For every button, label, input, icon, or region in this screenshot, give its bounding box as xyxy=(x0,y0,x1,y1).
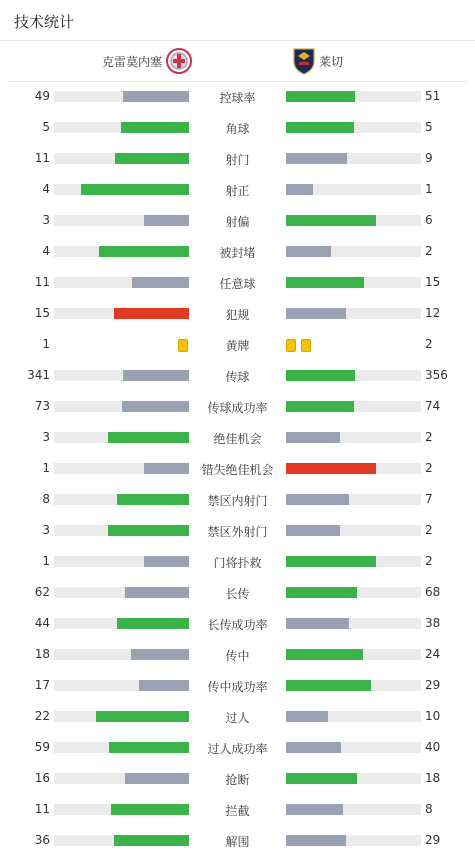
home-bar-fill xyxy=(122,401,189,412)
stat-label: 射正 xyxy=(225,184,250,198)
away-bar-track xyxy=(286,308,421,319)
away-bar-fill xyxy=(286,246,331,257)
home-bar-track xyxy=(54,680,189,691)
home-bar-track xyxy=(54,184,189,195)
home-value: 15 xyxy=(34,306,50,320)
home-bar-track xyxy=(54,773,189,784)
home-value: 18 xyxy=(34,647,50,661)
stat-label: 错失绝佳机会 xyxy=(201,463,274,477)
title-bar xyxy=(0,0,475,41)
stat-row xyxy=(0,826,475,857)
away-bar-fill xyxy=(286,308,346,319)
away-bar-fill xyxy=(286,835,346,846)
away-bar-fill xyxy=(286,649,363,660)
home-bar-fill xyxy=(139,680,189,691)
stat-label: 绝佳机会 xyxy=(213,432,262,446)
home-value: 11 xyxy=(34,151,50,165)
stat-label: 抢断 xyxy=(225,773,250,787)
home-value: 59 xyxy=(34,740,50,754)
home-bar-track xyxy=(54,804,189,815)
home-bar-track xyxy=(54,711,189,722)
away-bar-fill xyxy=(286,773,357,784)
away-bar-fill xyxy=(286,556,376,567)
away-value: 38 xyxy=(425,616,441,630)
stat-row xyxy=(0,702,475,733)
stat-row xyxy=(0,144,475,175)
away-bar-track xyxy=(286,773,421,784)
home-value: 3 xyxy=(42,430,50,444)
home-bar-fill xyxy=(108,525,189,536)
home-bar-track xyxy=(54,277,189,288)
stat-row xyxy=(0,392,475,423)
home-value: 17 xyxy=(34,678,50,692)
stat-label: 解围 xyxy=(225,835,250,849)
stat-label: 过人 xyxy=(225,711,250,725)
away-bar-track xyxy=(286,525,421,536)
stat-row xyxy=(0,516,475,547)
away-value: 8 xyxy=(425,802,433,816)
away-bar-fill xyxy=(286,618,349,629)
home-bar-fill xyxy=(115,153,189,164)
page-title: 技术统计 xyxy=(14,13,75,31)
away-bar-track xyxy=(286,804,421,815)
stat-label: 射偏 xyxy=(225,215,250,229)
away-bar-track xyxy=(286,742,421,753)
stat-row xyxy=(0,113,475,144)
away-bar-track xyxy=(286,184,421,195)
away-bar-fill xyxy=(286,153,347,164)
away-value: 2 xyxy=(425,554,433,568)
stat-row xyxy=(0,299,475,330)
stat-label: 控球率 xyxy=(219,91,256,105)
away-bar-track xyxy=(286,711,421,722)
stat-label: 传球 xyxy=(225,370,250,384)
home-bar-track xyxy=(54,153,189,164)
away-bar-fill xyxy=(286,742,341,753)
away-value: 2 xyxy=(425,461,433,475)
home-value: 341 xyxy=(27,368,50,382)
away-value: 18 xyxy=(425,771,441,785)
stat-row xyxy=(0,175,475,206)
home-bar-track xyxy=(54,742,189,753)
home-value: 1 xyxy=(42,554,50,568)
stat-label: 过人成功率 xyxy=(207,742,268,756)
away-bar-track xyxy=(286,649,421,660)
stat-label: 角球 xyxy=(225,122,250,136)
away-bar-fill xyxy=(286,711,328,722)
stat-label: 传中成功率 xyxy=(207,680,268,694)
home-value: 4 xyxy=(42,244,50,258)
away-bar-fill xyxy=(286,184,313,195)
away-value: 68 xyxy=(425,585,441,599)
home-bar-fill xyxy=(117,494,189,505)
stat-row xyxy=(0,764,475,795)
home-bar-fill xyxy=(123,370,189,381)
home-value: 3 xyxy=(42,523,50,537)
away-bar-fill xyxy=(286,587,357,598)
home-bar-track xyxy=(54,556,189,567)
away-bar-fill xyxy=(286,370,355,381)
yellow-card-icon xyxy=(178,339,188,352)
home-team-name[interactable]: 克雷莫内塞 xyxy=(102,55,163,69)
stat-row xyxy=(0,330,475,361)
away-value: 51 xyxy=(425,89,441,103)
away-bar-track xyxy=(286,556,421,567)
stat-label: 长传 xyxy=(225,587,250,601)
away-value: 356 xyxy=(425,368,448,382)
home-value: 5 xyxy=(42,120,50,134)
home-value: 62 xyxy=(34,585,50,599)
away-bar-track xyxy=(286,494,421,505)
home-value: 11 xyxy=(34,802,50,816)
home-value: 8 xyxy=(42,492,50,506)
away-bar-track xyxy=(286,277,421,288)
away-bar-track xyxy=(286,587,421,598)
home-bar-fill xyxy=(131,649,189,660)
stat-row xyxy=(0,640,475,671)
stat-label: 禁区内射门 xyxy=(207,494,268,508)
away-bar-track xyxy=(286,401,421,412)
home-value: 44 xyxy=(34,616,50,630)
stat-row xyxy=(0,268,475,299)
home-bar-track xyxy=(54,122,189,133)
home-bar-fill xyxy=(114,835,189,846)
stat-row xyxy=(0,454,475,485)
away-value: 2 xyxy=(425,523,433,537)
away-bar-fill xyxy=(286,463,376,474)
home-bar-fill xyxy=(144,463,189,474)
home-bar-track xyxy=(54,835,189,846)
stat-label: 被封堵 xyxy=(219,246,256,260)
stat-row xyxy=(0,609,475,640)
home-bar-track xyxy=(54,215,189,226)
away-value: 2 xyxy=(425,430,433,444)
home-bar-track xyxy=(54,432,189,443)
away-bar-track xyxy=(286,91,421,102)
home-value: 36 xyxy=(34,833,50,847)
home-value: 1 xyxy=(42,337,50,351)
stat-label: 传球成功率 xyxy=(207,401,268,415)
away-value: 6 xyxy=(425,213,433,227)
away-value: 1 xyxy=(425,182,433,196)
away-bar-track xyxy=(286,618,421,629)
away-value: 15 xyxy=(425,275,441,289)
away-value: 12 xyxy=(425,306,441,320)
home-value: 16 xyxy=(34,771,50,785)
home-bar-fill xyxy=(144,215,189,226)
stat-label: 任意球 xyxy=(219,277,256,291)
home-bar-fill xyxy=(111,804,189,815)
away-value: 2 xyxy=(425,337,433,351)
away-bar-track xyxy=(286,153,421,164)
away-value: 2 xyxy=(425,244,433,258)
away-bar-fill xyxy=(286,432,340,443)
away-bar-fill xyxy=(286,122,354,133)
away-bar-fill xyxy=(286,525,340,536)
home-team-logo-icon[interactable] xyxy=(165,47,193,75)
home-value: 1 xyxy=(42,461,50,475)
stat-row xyxy=(0,733,475,764)
home-bar-track xyxy=(54,587,189,598)
stat-label: 黄牌 xyxy=(225,339,250,353)
home-value: 49 xyxy=(34,89,50,103)
home-bar-track xyxy=(54,618,189,629)
away-bar-track xyxy=(286,370,421,381)
away-value: 40 xyxy=(425,740,441,754)
home-bar-fill xyxy=(121,122,189,133)
away-bar-track xyxy=(286,835,421,846)
home-bar-track xyxy=(54,308,189,319)
home-bar-track xyxy=(54,649,189,660)
stat-label: 门将扑救 xyxy=(213,556,262,570)
home-bar-track xyxy=(54,91,189,102)
home-value: 4 xyxy=(42,182,50,196)
stat-row xyxy=(0,671,475,702)
away-value: 29 xyxy=(425,678,441,692)
home-bar-fill xyxy=(132,277,189,288)
home-bar-fill xyxy=(144,556,189,567)
away-bar-track xyxy=(286,122,421,133)
away-bar-fill xyxy=(286,494,349,505)
away-bar-fill xyxy=(286,277,364,288)
away-team-logo-icon[interactable] xyxy=(292,47,316,75)
away-value: 7 xyxy=(425,492,433,506)
stat-row xyxy=(0,547,475,578)
home-bar-fill xyxy=(125,773,189,784)
home-bar-fill xyxy=(117,618,189,629)
home-bar-track xyxy=(54,401,189,412)
stat-label: 拦截 xyxy=(225,804,250,818)
away-bar-fill xyxy=(286,401,354,412)
home-value: 73 xyxy=(34,399,50,413)
away-bar-fill xyxy=(286,215,376,226)
away-bar-fill xyxy=(286,91,355,102)
home-bar-fill xyxy=(114,308,189,319)
teams-header xyxy=(8,41,467,82)
yellow-card-icon xyxy=(286,339,296,352)
home-bar-fill xyxy=(96,711,189,722)
home-bar-fill xyxy=(123,91,189,102)
home-bar-track xyxy=(54,370,189,381)
home-bar-fill xyxy=(108,432,189,443)
home-bar-track xyxy=(54,463,189,474)
stat-row xyxy=(0,361,475,392)
away-value: 24 xyxy=(425,647,441,661)
stat-label: 射门 xyxy=(225,153,250,167)
stat-label: 传中 xyxy=(225,649,250,663)
stat-row xyxy=(0,82,475,113)
stat-row xyxy=(0,206,475,237)
home-value: 3 xyxy=(42,213,50,227)
home-bar-fill xyxy=(81,184,189,195)
away-value: 74 xyxy=(425,399,441,413)
home-value: 11 xyxy=(34,275,50,289)
home-bar-fill xyxy=(109,742,189,753)
away-bar-track xyxy=(286,680,421,691)
stat-row xyxy=(0,423,475,454)
away-bar-track xyxy=(286,463,421,474)
home-bar-fill xyxy=(99,246,189,257)
away-bar-fill xyxy=(286,680,371,691)
stats-list xyxy=(0,82,475,857)
home-bar-fill xyxy=(125,587,189,598)
home-bar-track xyxy=(54,246,189,257)
away-team-name[interactable]: 莱切 xyxy=(319,55,344,69)
stat-row xyxy=(0,795,475,826)
away-bar-track xyxy=(286,246,421,257)
stat-row xyxy=(0,578,475,609)
stat-label: 犯规 xyxy=(225,308,250,322)
stat-label: 禁区外射门 xyxy=(207,525,268,539)
away-value: 5 xyxy=(425,120,433,134)
away-value: 9 xyxy=(425,151,433,165)
stat-label: 长传成功率 xyxy=(207,618,268,632)
away-bar-fill xyxy=(286,804,343,815)
home-bar-track xyxy=(54,494,189,505)
home-value: 22 xyxy=(34,709,50,723)
home-bar-track xyxy=(54,525,189,536)
yellow-card-icon xyxy=(301,339,311,352)
away-bar-track xyxy=(286,215,421,226)
away-value: 10 xyxy=(425,709,441,723)
away-value: 29 xyxy=(425,833,441,847)
stat-row xyxy=(0,237,475,268)
away-bar-track xyxy=(286,432,421,443)
stat-row xyxy=(0,485,475,516)
